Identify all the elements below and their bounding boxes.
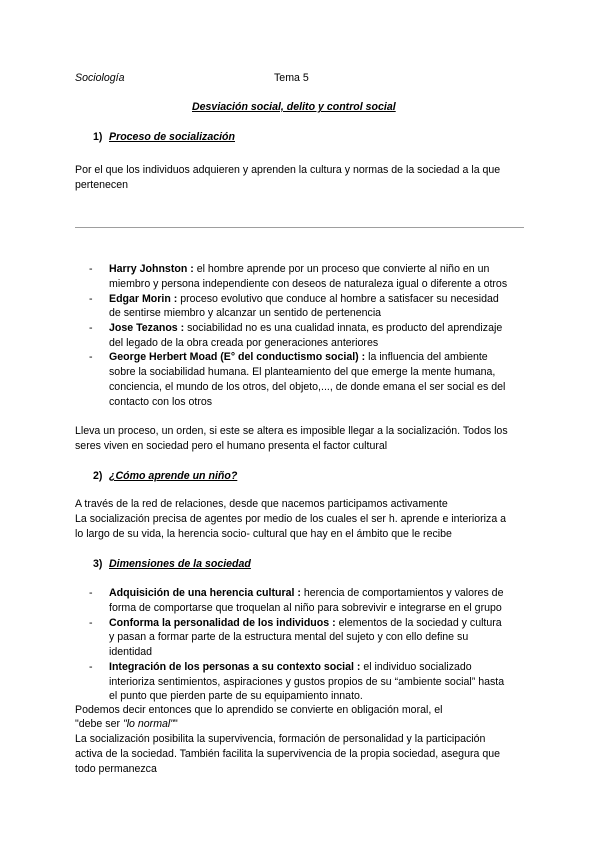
section2-heading: ¿Cómo aprende un niño? <box>109 470 238 482</box>
author-text: del legado de la obra creada por generaciones anteriores <box>109 337 379 349</box>
author-text: de sentirse miembro y alcanzar un sentido de pertenencia <box>109 307 382 319</box>
dimension-item <box>109 660 472 675</box>
section1-intro-line: pertenecen <box>75 179 129 191</box>
author-name: Edgar Morin : <box>109 293 178 305</box>
author-item <box>109 262 489 277</box>
author-text: sobre la sociabilidad humana. El planteamiento del que emerge la mente humana, <box>109 366 496 378</box>
dimension-text: el punto que pierden parte de su equipamiento innato. <box>109 690 363 702</box>
author-text: conciencia, el mundo de los otros, del objeto,..., de donde emana el ser social es del <box>109 381 506 393</box>
paragraph-line: activa de la sociedad. También facilita la supervivencia de la propia sociedad, asegura que <box>75 748 500 760</box>
author-text: contacto con los otros <box>109 396 213 408</box>
bullet-marker: - <box>89 617 93 629</box>
author-text: miembro y persona independiente con deseos de naturaleza igual o diferente a otros <box>109 278 508 290</box>
quote-prefix: "debe ser <box>75 718 123 730</box>
section3-heading: Dimensiones de la sociedad <box>109 558 251 570</box>
section2-number: 2) <box>93 470 103 482</box>
paragraph-line: seres viven en sociedad pero el humano presenta el factor cultural <box>75 440 388 452</box>
bullet-marker: - <box>89 322 93 334</box>
bullet-marker: - <box>89 587 93 599</box>
section3-number: 3) <box>93 558 103 570</box>
subject-label: Sociología <box>75 72 125 84</box>
author-text: proceso evolutivo que conduce al hombre a satisfacer su necesidad <box>177 293 499 305</box>
author-item <box>109 292 499 307</box>
dimension-text: y pasan a formar parte de la estructura mental del sujeto y con ello define su <box>109 631 469 643</box>
bullet-marker: - <box>89 661 93 673</box>
paragraph-line: todo permanezca <box>75 763 157 775</box>
author-text: el hombre aprende por un proceso que convierte al niño en un <box>193 263 490 275</box>
bullet-marker: - <box>89 293 93 305</box>
paragraph-line: Podemos decir entonces que lo aprendido se convierte en obligación moral, el <box>75 704 443 716</box>
bullet-marker: - <box>89 263 93 275</box>
dimension-text: identidad <box>109 646 153 658</box>
dimension-text: elementos de la sociedad y cultura <box>335 617 502 629</box>
paragraph-line: La socialización precisa de agentes por medio de los cuales el ser h. aprende e interioriza a <box>75 513 507 525</box>
dimension-name: Integración de los personas a su contexto social : <box>109 661 361 673</box>
document-title: Desviación social, delito y control social <box>192 101 396 113</box>
dimension-item <box>109 616 502 631</box>
dimension-text: interioriza sentimientos, aspiraciones y gustos propios de su “ambiente social” hasta <box>109 676 505 688</box>
section1-intro-line: Por el que los individuos adquieren y aprenden la cultura y normas de la sociedad a la que <box>75 164 501 176</box>
dimension-name: Adquisición de una herencia cultural : <box>109 587 301 599</box>
dimension-name: Conforma la personalidad de los individuos : <box>109 617 336 629</box>
author-text: sociabilidad no es una cualidad innata, es producto del aprendizaje <box>184 322 503 334</box>
author-item <box>109 321 502 336</box>
dimension-text: el individuo socializado <box>360 661 472 673</box>
bullet-marker: - <box>89 351 93 363</box>
author-item <box>109 350 488 365</box>
author-text: la influencia del ambiente <box>365 351 488 363</box>
author-name: Harry Johnston : <box>109 263 194 275</box>
paragraph-line: Lleva un proceso, un orden, si este se altera es imposible llegar a la socialización. Todos los <box>75 425 508 437</box>
dimension-text: forma de comportarse que troquelan al niño para sobrevivir e integrarse en el grupo <box>109 602 502 614</box>
quote-suffix: " <box>174 718 178 730</box>
author-name: Jose Tezanos : <box>109 322 185 334</box>
paragraph-line: A través de la red de relaciones, desde que nacemos participamos activamente <box>75 498 448 510</box>
section1-number: 1) <box>93 131 103 143</box>
paragraph-line <box>75 717 178 732</box>
paragraph-line: La socialización posibilita la supervivencia, formación de personalidad y la participación <box>75 733 486 745</box>
author-name: George Herbert Moad (E° del conductismo social) : <box>109 351 366 363</box>
quote-italic: "lo normal" <box>122 718 175 730</box>
dimension-text: herencia de comportamientos y valores de <box>300 587 504 599</box>
section1-heading: Proceso de socialización <box>109 131 235 143</box>
paragraph-line: lo largo de su vida, la herencia socio- cultural que hay en el ámbito que le recibe <box>75 528 452 540</box>
dimension-item <box>109 586 503 601</box>
topic-label: Tema 5 <box>274 72 309 84</box>
horizontal-divider <box>75 227 524 228</box>
